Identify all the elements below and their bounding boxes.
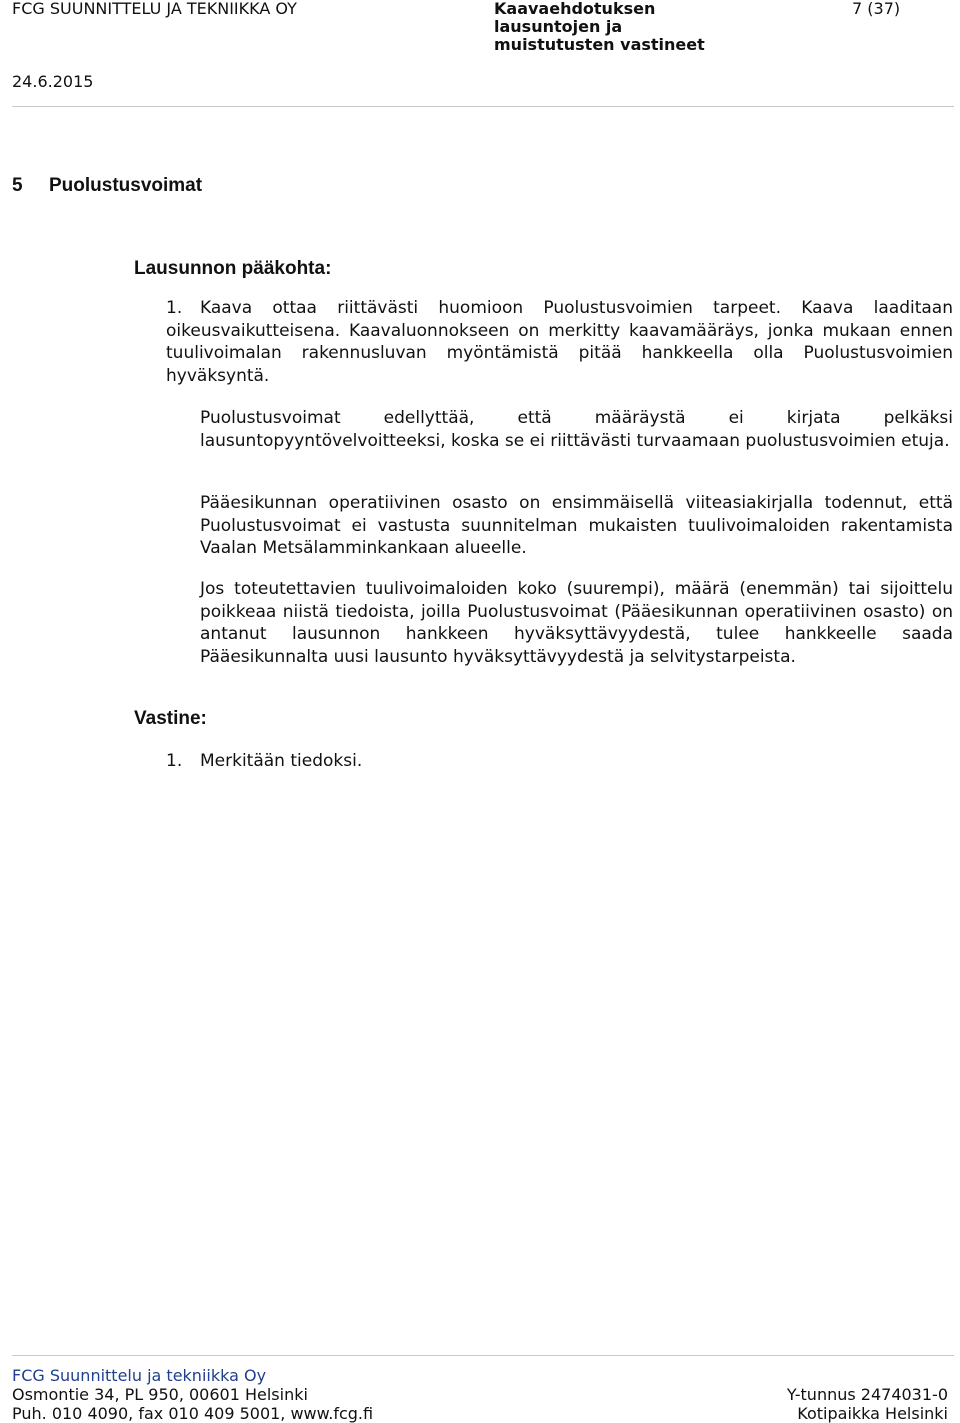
footer-divider: [12, 1355, 954, 1356]
statement-item-first-line: Kaava ottaa riittävästi huomioon Puolustusvoimien tarpeet. Kaava laaditaan: [200, 298, 953, 318]
response-item-number: 1.: [166, 751, 183, 771]
page-number: 7 (37): [852, 0, 901, 18]
header-company-name: FCG SUUNNITTELU JA TEKNIIKKA OY: [12, 0, 297, 18]
footer-contact: Puh. 010 4090, fax 010 409 5001, www.fcg.fi: [12, 1404, 374, 1423]
statement-item-text: oikeusvaikutteisena. Kaavaluonnokseen on merkitty kaavamääräys, jonka mukaan ennen tuulivoimalan rakennusluvan myöntämistä pitää hankkeella olla Puolustusvoimien hyväksyntä.: [166, 320, 953, 386]
statement-paragraph: Jos toteutettavien tuulivoimaloiden koko (suurempi), määrä (enemmän) tai sijoittelu poikkeaa niistä tiedoista, joilla Puolustusvoimat (Pääesikunnan operatiivinen osasto) on antanut lausunnon hankkeen hyväksyttävyydestä, tulee hankkeelle saada Pääesikunnalta uusi lausunto hyväksyttävyydestä ja selvitystarpeista.: [200, 579, 953, 667]
document-title-line: muistutusten vastineet: [494, 35, 705, 54]
section-number: 5: [12, 175, 23, 196]
header-divider: [12, 106, 954, 107]
statement-heading: Lausunnon pääkohta:: [134, 258, 332, 279]
document-date: 24.6.2015: [12, 72, 94, 91]
response-item: [166, 750, 953, 773]
response-heading: Vastine:: [134, 708, 207, 729]
statement-item: [166, 297, 953, 387]
header-document-title: [494, 0, 705, 54]
statement-item-number: 1.: [166, 298, 183, 318]
section-heading: [12, 175, 202, 197]
page-footer: [12, 1366, 948, 1423]
section-title: Puolustusvoimat: [49, 175, 203, 196]
footer-business-id: Y-tunnus 2474031-0: [786, 1385, 948, 1404]
statement-paragraph: Pääesikunnan operatiivinen osasto on ensimmäisellä viiteasiakirjalla todennut, että Puolustusvoimat ei vastusta suunnitelman mukaisten tuulivoimaloiden rakentamista Vaalan Metsälamminkankaan alueelle.: [200, 493, 953, 558]
footer-company: FCG Suunnittelu ja tekniikka Oy: [12, 1366, 267, 1385]
footer-address: Osmontie 34, PL 950, 00601 Helsinki: [12, 1385, 308, 1404]
statement-paragraph: Puolustusvoimat edellyttää, että määräystä ei kirjata pelkäksi lausuntopyyntövelvoitteeksi, koska se ei riittävästi turvaamaan puolustusvoimien etuja.: [200, 408, 953, 451]
footer-domicile: Kotipaikka Helsinki: [797, 1404, 948, 1423]
document-title-line: lausuntojen ja: [494, 17, 623, 36]
response-item-text: Merkitään tiedoksi.: [200, 751, 363, 771]
document-title-line: Kaavaehdotuksen: [494, 0, 656, 18]
